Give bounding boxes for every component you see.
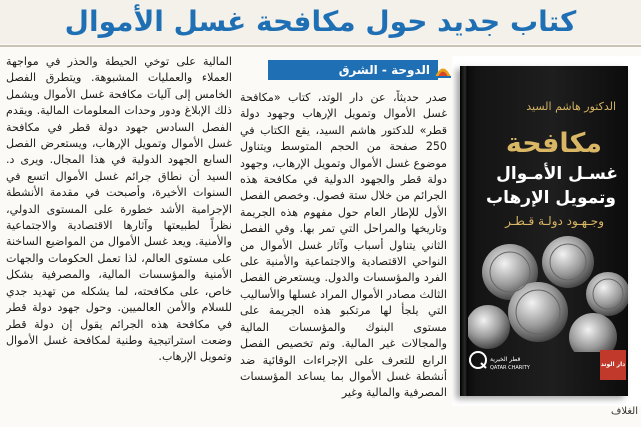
publisher-logo: دار الوتد [600,350,626,380]
book-title-line2: غسـل الأمـوال [496,164,618,184]
qatar-charity-logo-icon [468,350,488,370]
book-cover-photo [452,56,641,406]
dateline-text: الدوحة - الشرق [338,63,430,77]
book-subtitle: وجـهـود دولـة قـطـر [505,214,604,228]
qatar-charity-ar: قطر الخيرية [490,356,521,363]
headline-bar [0,0,641,44]
image-caption: الغلاف [611,406,638,417]
article-column-left: المالية على توخي الحيطة والحذر في مواجهة العملاء والعمليات المشبوهة. ويتطرق الفصل الخامس إلى آليات مكافحة غسل الأموال ويشمل ذلك الإبلاغ ودور وحدات المعلومات المالية. ويقدم الفصل السادس جهود دولة قطر في مكافحة غسل الأموال وتمويل الإرهاب، ويستعرض الفصل السابع الجهود الدولية في هذا المجال. ويرى د. السيد أن نطاق جرائم غسل الأموال اتسع في السنوات الأخيرة، وأصبحت في مقدمة الأنشطة الإجرامية الأشد خطورة على المستوى الدولي، نظراً لطبيعتها وآثارها الاقتصادية والاجتماعية والأمنية. ويعد غسل الأموال من المواضيع الساخنة على مستوى العالم، لذا تعمل الحكومات والجهات الأمنية والمؤسسات المالية، والمصرفية بشكل خاص، على مكافحته، لما يشكله من تهديد جدي للسلام والأمن العالميين. وحول جهود دولة قطر في مكافحة هذه الجرائم يقول إن دولة قطر وضعت استراتيجية وطنية لمكافحة غسل الأموال وتمويل الإرهاب. [6,55,232,364]
book-author: الدكتور هاشم السيد [526,100,616,113]
qatar-charity-en: QATAR CHARITY [490,365,530,371]
headline: كتاب جديد حول مكافحة غسل الأموال [64,5,577,38]
headline-divider [0,45,641,47]
book-title-main: مكافحة [505,128,602,159]
coins-illustration [468,232,628,352]
book-cover [460,66,628,396]
qatar-charity-label [490,356,530,372]
book-title-line3: وتمويل الإرهاب [485,188,616,208]
book-spine [460,66,468,396]
article-column-right: صدر حديثاً، عن دار الوتد، كتاب «مكافحة غسل الأموال وتمويل الإرهاب وجهود دولة قطر» للدكتور هاشم السيد، يقع الكتاب في 250 صفحة من الحجم المتوسط ويتناول موضوع غسل الأموال وتمويل الإرهاب، وجهود دولة قطر والجهود الدولية في مكافحة هذه الجرائم من خلال ستة فصول. وخصص الفصل الأول للإطار العام حول مفهوم هذه الجريمة وتاريخها والمراحل التي تمر بها. وفي الفصل الثاني يتناول أسباب وآثار غسل الأموال من النواحي الاقتصادية والاجتماعية والأمنية على الفرد والمؤسسات والدول. ويستعرض الفصل الثالث مصادر الأموال المراد غسلها والأساليب التي يلجأ لها مرتكبو هذه الجريمة على مستوى البنوك والمؤسسات المالية والمجالات غير المالية. وتم تخصيص الفصل الرابع للتعرف على الإجراءات الوقائية ضد أنشطة غسل الأموال بما يساعد المؤسسات المصرفية والمالية وغير [240,91,447,400]
dateline-badge [268,60,438,80]
alsharq-logo-icon [434,62,452,78]
